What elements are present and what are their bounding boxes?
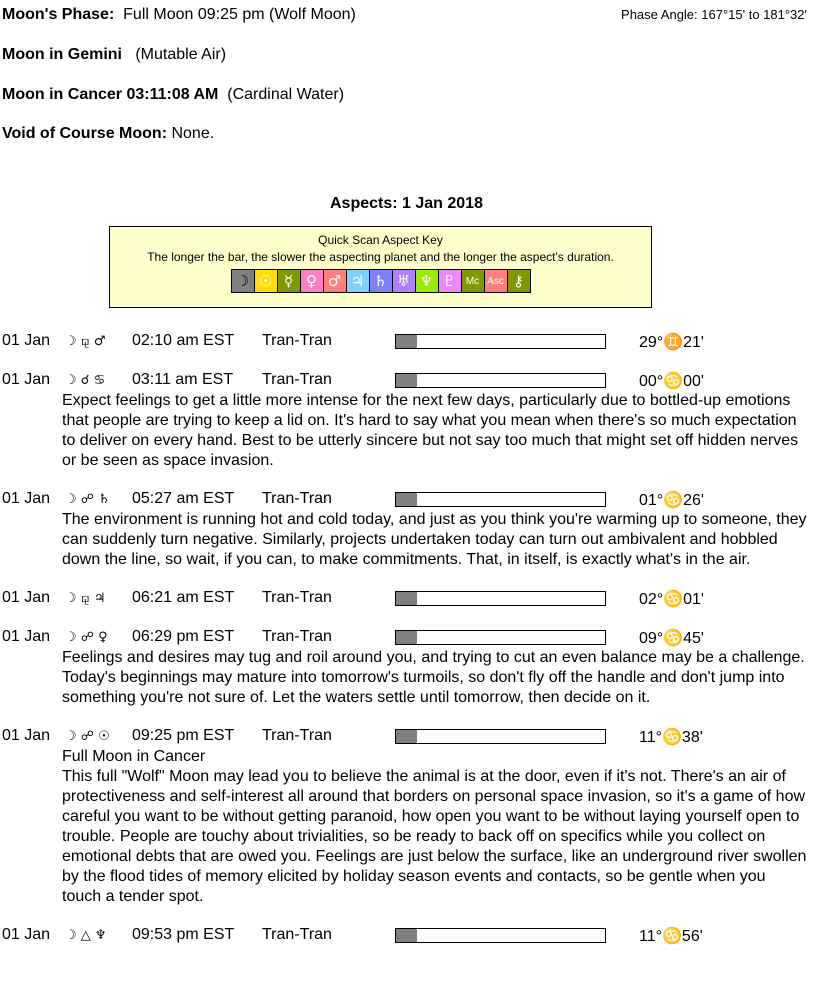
aspect-row [2,332,812,352]
aspect-symbols: ☽ ⚼ ♃ [65,591,106,606]
phase-label: Moon's Phase: [2,6,115,23]
aspect-symbols: ☽ ☌ ♋ [65,373,106,388]
void-of-course [2,125,214,143]
aspect-type: Tran-Tran [262,926,332,943]
duration-bar [395,928,606,943]
duration-bar [395,729,606,744]
duration-bar-fill [396,631,417,644]
aspect-row [2,727,812,747]
aspect-key-subtitle: The longer the bar, the slower the aspecting planet and the longer the aspect's duration. [147,250,614,264]
aspect-date: 01 Jan [2,589,51,606]
aspect-type: Tran-Tran [262,727,332,744]
phase-angle: Phase Angle: 167°15' to 181°32' [621,7,807,22]
void-value: None. [171,125,215,142]
aspect-key-title: Quick Scan Aspect Key [318,233,443,247]
aspect-description: Full Moon in Cancer This full "Wolf" Moon may lead you to believe the animal is at the door, even if it's not. There's an air of protectiveness and self-interest all around that borders on personal space invasion, so it's a game of how careful you want to be without getting paranoid, how open you want to be without laying yourself open to trouble. People are touchy about trivialities, so be ready to back off on specifics while you collect on emotional debts that are owed you. Feelings are just below the surface, like an underground river swollen by the flood tides of memory elicited by holiday season events and contacts, so be gentle when you touch a tender spot. [62,748,807,905]
sun-icon: ☉ [255,270,278,292]
uranus-icon: ♅ [393,270,416,292]
aspect-key [109,226,652,308]
aspect-date: 01 Jan [2,727,51,744]
midheaven-icon: Mc [462,270,485,292]
duration-bar [395,630,606,645]
aspect-position: 29°♊21' [639,334,704,351]
planet-glyph-key [231,269,531,293]
aspect-time: 06:21 am EST [132,589,235,606]
aspect-row [2,589,812,609]
duration-bar-fill [396,335,417,348]
ascendant-icon: Asc [485,270,508,292]
aspect-type: Tran-Tran [262,332,332,349]
duration-bar-fill [396,730,417,743]
aspect-position: 01°♋26' [639,492,704,509]
aspect-position: 11°♋38' [639,729,703,746]
aspect-time: 06:29 pm EST [132,628,235,645]
aspect-symbols: ☽ ☍ ♄ [65,492,110,507]
aspect-time: 09:53 pm EST [132,926,235,943]
aspect-date: 01 Jan [2,628,51,645]
venus-icon: ♀ [301,270,324,292]
pluto-icon: ♇ [439,270,462,292]
aspect-description: Expect feelings to get a little more intense for the next few days, particularly due to bottled-up emotions that people are trying to keep a lid on. It's hard to say what you mean when there's so much expectation to deliver on every hand. Best to be utterly sincere but not say too much that might set off hidden nerves or be seen as space invasion. [62,392,799,469]
duration-bar [395,373,606,388]
aspect-time: 02:10 am EST [132,332,235,349]
moon-sign-1 [2,46,226,64]
aspect-type: Tran-Tran [262,490,332,507]
aspect-date: 01 Jan [2,926,51,943]
aspect-time: 03:11 am EST [132,371,234,388]
aspect-description: The environment is running hot and cold today, and just as you think you're warming up to someone, they can suddenly turn negative. Similarly, projects undertaken today can turn out ambivalent and hobbled down the line, so wait, if you can, to make commitments. That, in itself, is exactly what's in the air. [62,511,807,568]
aspect-date: 01 Jan [2,490,51,507]
moon-phase [2,6,356,24]
saturn-icon: ♄ [370,270,393,292]
aspect-description: Feelings and desires may tug and roil around you, and trying to cut an even balance may be a challenge. Today's beginnings may mature into tomorrow's turmoils, so don't fly off the handle and don't jump into something you're not sure of. Let the waters settle until tomorrow, then decide on it. [62,649,805,706]
aspect-position: 11°♋56' [639,928,703,945]
duration-bar-fill [396,592,417,605]
moon-sign-2-label: Moon in Cancer 03:11:08 AM [2,86,219,103]
duration-bar [395,334,606,349]
aspect-time: 05:27 am EST [132,490,235,507]
moon-sign-2 [2,86,344,104]
aspect-symbols: ☽ ☍ ☉ [65,729,110,744]
aspect-date: 01 Jan [2,332,51,349]
aspect-symbols: ☽ ☍ ♀ [65,630,108,645]
aspect-row [2,926,812,946]
aspect-type: Tran-Tran [262,589,332,606]
duration-bar-fill [396,374,417,387]
aspect-time: 09:25 pm EST [132,727,235,744]
jupiter-icon: ♃ [347,270,370,292]
moon-sign-1-label: Moon in Gemini [2,46,122,63]
mars-icon: ♂ [324,270,347,292]
neptune-icon: ♆ [416,270,439,292]
aspect-symbols: ☽ △ ♆ [65,928,107,943]
aspect-row [2,628,812,648]
aspect-symbols: ☽ ⚼ ♂ [65,334,106,349]
aspect-type: Tran-Tran [262,628,332,645]
aspect-row [2,490,812,510]
aspect-position: 09°♋45' [639,630,704,647]
void-label: Void of Course Moon: [2,125,168,142]
aspect-position: 00°♋00' [639,373,704,390]
aspect-row [2,371,812,391]
duration-bar-fill [396,929,417,942]
moon-sign-1-element: (Mutable Air) [135,46,227,63]
aspect-date: 01 Jan [2,371,51,388]
moon-icon: ☽ [232,270,255,292]
aspect-type: Tran-Tran [262,371,332,388]
duration-bar [395,591,606,606]
phase-value: Full Moon 09:25 pm (Wolf Moon) [123,6,356,23]
moon-sign-2-element: (Cardinal Water) [227,86,345,103]
duration-bar-fill [396,493,417,506]
chiron-icon: ⚷ [508,270,530,292]
duration-bar [395,492,606,507]
aspect-position: 02°♋01' [639,591,704,608]
mercury-icon: ☿ [278,270,301,292]
aspects-title: Aspects: 1 Jan 2018 [330,195,483,212]
